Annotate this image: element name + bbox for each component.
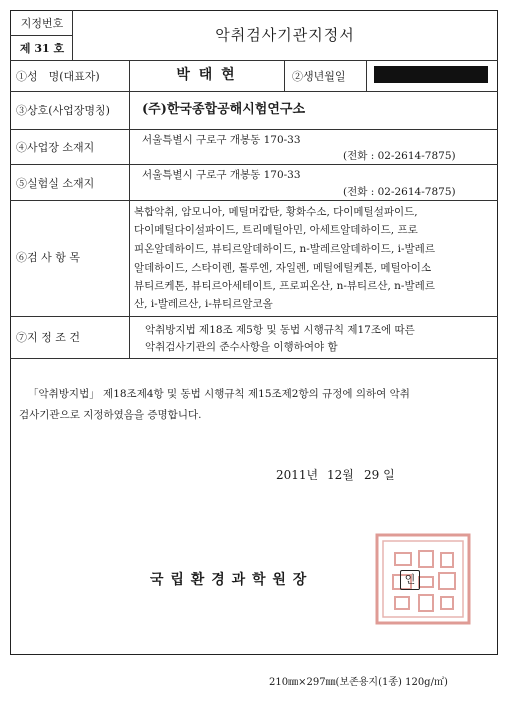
items-label: ⑥검 사 항 목 (16, 251, 80, 264)
site-phone: (전화 : 02-2614-7875) (343, 150, 456, 162)
site-label: ④사업장 소재지 (16, 141, 95, 154)
items-line: 피온알데하이드, 뷰티르알데하이드, n-발레르알데하이드, i-발레르 (134, 243, 435, 255)
date-year: 2011년 (276, 468, 319, 482)
number-label: 지정번호 (20, 17, 64, 30)
birth-divider (284, 60, 285, 91)
condition-line: 악취방지법 제18조 제5항 및 동법 시행규칙 제17조에 따른 (145, 324, 415, 336)
company-value: (주)한국종합공해시험연구소 (142, 102, 305, 117)
row-divider (10, 316, 498, 317)
name-value: 박 태 현 (176, 67, 237, 83)
lab-address: 서울특별시 구로구 개봉동 170-33 (142, 169, 301, 181)
row-divider (10, 164, 498, 165)
row-divider (10, 129, 498, 130)
row-divider (10, 200, 498, 201)
items-line: 뷰티르케톤, 뷰티르아세테이트, 프로피온산, n-뷰티르산, n-발레르 (134, 280, 435, 292)
label-column-divider (129, 60, 130, 358)
lab-phone: (전화 : 02-2614-7875) (343, 186, 456, 198)
name-label: ①성 명(대표자) (16, 70, 100, 83)
condition-line: 악취검사기관의 준수사항을 이행하여야 함 (145, 341, 338, 353)
items-line: 복합악취, 암모니아, 메틸머캅탄, 황화수소, 다이메틸설파이드, (134, 206, 418, 218)
date-day: 29 일 (364, 468, 395, 482)
items-line: 산, i-발레르산, i-뷰티르알코올 (134, 298, 273, 310)
issuer-name: 국 립 환 경 과 학 원 장 (150, 572, 308, 588)
document-title: 악취검사기관지정서 (215, 26, 355, 44)
row-divider (10, 60, 498, 61)
birth-value-divider (366, 60, 367, 91)
birth-label: ②생년월일 (292, 70, 346, 83)
official-seal-stamp (375, 533, 471, 625)
header-divider (10, 35, 72, 36)
date-month: 12월 (327, 468, 354, 482)
seal-mark: 인 (404, 573, 416, 586)
row-divider (10, 91, 498, 92)
redacted-birth-date (374, 66, 488, 83)
row-divider (10, 358, 498, 359)
number-value: 제 31 호 (19, 42, 65, 55)
certification-text-line: 「악취방지법」 제18조제4항 및 동법 시행규칙 제15조제2항의 규정에 의하여 악취 (28, 388, 410, 400)
site-address: 서울특별시 구로구 개봉동 170-33 (142, 134, 301, 146)
condition-label: ⑦지 정 조 건 (16, 331, 80, 344)
company-label: ③상호(사업장명칭) (16, 104, 110, 117)
lab-label: ⑤실험실 소재지 (16, 177, 95, 190)
items-line: 다이메틸다이설파이드, 트리메틸아민, 아세트알데하이드, 프로 (134, 224, 418, 236)
paper-spec-footer: 210㎜×297㎜(보존용지(1종) 120g/㎡) (269, 677, 448, 688)
items-line: 알데하이드, 스타이렌, 톨루엔, 자일렌, 메틸에틸케톤, 메틸아이소 (134, 262, 432, 274)
certification-text-line: 검사기관으로 지정하였음을 증명합니다. (19, 409, 202, 421)
